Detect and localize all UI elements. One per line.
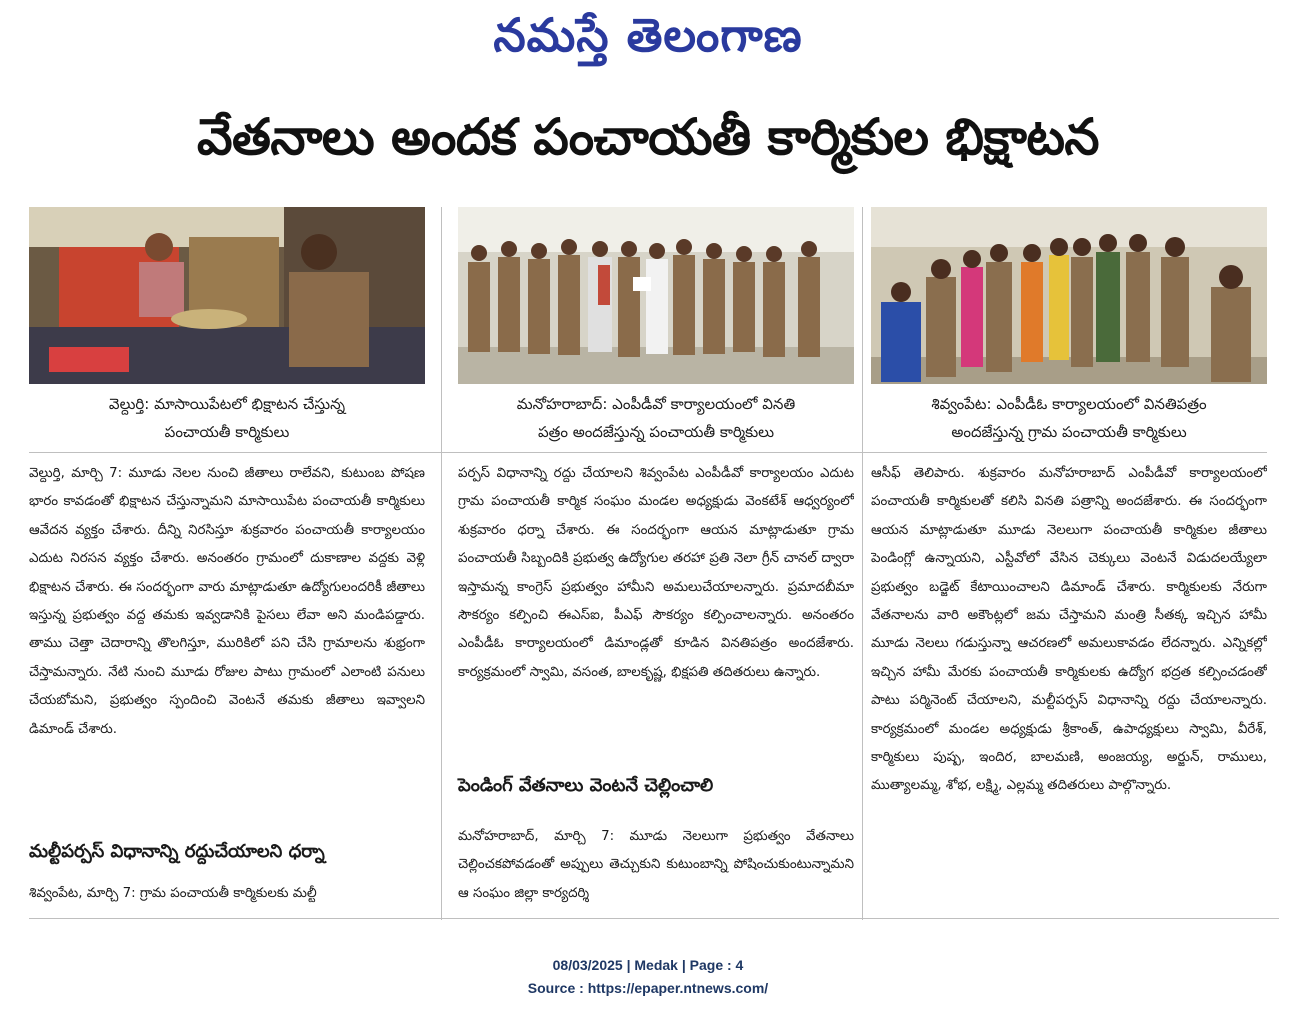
footer-date-edition: 08/03/2025 | Medak | Page : 4 (552, 957, 744, 973)
article-text: ఆసీఫ్ తెలిపారు. శుక్రవారం మనోహరాబాద్ ఎంపీడీవో కార్యాలయంలో పంచాయతీ కార్మికులతో కలిసి వినతి పత్రాన్ని అందజేశారు. ఈ సందర్భంగా ఆయన మాట్లాడుతూ మూడు నెలలుగా పంచాయతీ కార్మికుల జీతాలు పెండింగ్లో ఉన్నాయని, ఎస్టీవోలో వేసిన చెక్కులు వెంటనే విడుదలయ్యేలా ప్రభుత్వం బడ్జెట్ కేటాయించాలని డిమాండ్ చేశారు. కార్మికులకు నేరుగా వేతనాలను వారి అకౌంట్లలో జమ చేస్తామని మంత్రి సీతక్క ఇచ్చిన హామీ మూడు నెలలు గడుస్తున్నా ఆచరణలో అమలుకావడం లేదన్నారు. ఎన్నికల్లో ఇచ్చిన హామీ మేరకు పంచాయతీ కార్మికులకు ఉద్యోగ భద్రత కల్పించడంతో పాటు పర్మినెంట్ చేయాలని, మల్టీపర్పస్ విధానాన్ని రద్దు చేయాలన్నారు. కార్యక్రమంలో మండల అధ్యక్షుడు శ్రీకాంత్, ఉపాధ్యక్షులు స్వామి, వీరేశ్, కార్మికులు పుష్ప, ఇందిర, బాలమణి, అంజయ్య, అర్జున్, రాములు, ముత్యాలమ్మ, శోభ, లక్ష్మి, ఎల్లమ్మ తదితరులు పాల్గొన్నారు. (871, 466, 1267, 794)
photo-caption-2 (458, 390, 854, 446)
masthead-logo: నమస్తే తెలంగాణ (493, 8, 803, 62)
article-text-tail (29, 880, 425, 910)
caption-line: పత్రం అందజేస్తున్న పంచాయతీ కార్మికులు (537, 423, 775, 441)
caption-line: మనోహరాబాద్: ఎంపీడీవో కార్యాలయంలో వినతి (516, 395, 796, 413)
article-text-tail (458, 823, 854, 913)
article-text: మనోహరాబాద్, మార్చి 7: మూడు నెలలుగా ప్రభుత్వం వేతనాలు చెల్లించకపోవడంతో అప్పులు తెచ్చుకుని కుటుంబాన్ని పోషించుకుంటున్నామని ఆ సంఘం జిల్లా కార్యదర్శి (458, 829, 854, 901)
caption-line: వెల్దుర్తి: మాసాయిపేటలో భిక్షాటన చేస్తున్న (108, 395, 346, 413)
photo-memorandum-shivvampet (871, 207, 1267, 384)
divider (29, 452, 1267, 453)
caption-line: అందజేస్తున్న గ్రామ పంచాయతీ కార్మికులు (951, 423, 1187, 441)
subheading: పెండింగ్ వేతనాలు వెంటనే చెల్లించాలి (458, 775, 714, 796)
article-text: వెల్దుర్తి, మార్చి 7: మూడు నెలల నుంచి జీతాలు రాలేవని, కుటుంబ పోషణ భారం కావడంతో భిక్షాటన చేస్తున్నామని మాసాయిపేట పంచాయతీ కార్మికులు ఆవేదన వ్యక్తం చేశారు. దీన్ని నిరసిస్తూ శుక్రవారం పంచాయతీ కార్యాలయం ఎదుట నిరసన వ్యక్తం చేశారు. అనంతరం గ్రామంలో దుకాణాల వద్దకు వెళ్లి భిక్షాటన చేశారు. ఈ సందర్భంగా వారు మాట్లాడుతూ ఉద్యోగులందరికీ జీతాలు ఇస్తున్న ప్రభుత్వం వద్ద తమకు ఇవ్వడానికి పైసలు లేవా అని మండిపడ్డారు. తాము చెత్తా చెదారాన్ని తొలగిస్తూ, మురికిలో పని చేసి గ్రామాలను శుభ్రంగా చేస్తామన్నారు. నేటి నుంచి మూడు రోజుల పాటు గ్రామంలో ఎలాంటి పనులు చేయబోమని, ప్రభుత్వం స్పందించి వెంటనే తమకు జీతాలు ఇవ్వాలని డిమాండ్ చేశారు. (29, 466, 425, 737)
footer-source-link[interactable]: Source : https://epaper.ntnews.com/ (527, 980, 769, 996)
column-divider (441, 207, 442, 920)
photo-caption-1 (29, 390, 425, 446)
photo-shop-begging (29, 207, 425, 384)
column-divider (862, 207, 863, 920)
photo-memorandum-manoharabad (458, 207, 854, 384)
headline: వేతనాలు అందక పంచాయతీ కార్మికుల భిక్షాటన (196, 108, 1100, 166)
caption-line: శివ్వంపేట: ఎంపీడీఓ కార్యాలయంలో వినతిపత్రం (931, 395, 1207, 413)
article-column-1 (29, 460, 425, 830)
photo-caption-3 (871, 390, 1267, 446)
article-column-2 (458, 460, 854, 772)
caption-line: పంచాయతీ కార్మికులు (164, 423, 290, 441)
article-text: శివ్వంపేట, మార్చి 7: గ్రామ పంచాయతీ కార్మికులకు మల్టీ (29, 886, 317, 901)
subheading: మల్టీపర్పస్ విధానాన్ని రద్దుచేయాలని ధర్నా (29, 841, 325, 862)
article-text: పర్పస్ విధానాన్ని రద్దు చేయాలని శివ్వంపేట ఎంపీడీవో కార్యాలయం ఎదుట గ్రామ పంచాయతీ కార్మిక సంఘం మండల అధ్యక్షుడు వెంకటేశ్ ఆధ్వర్యంలో శుక్రవారం ధర్నా చేశారు. ఈ సందర్భంగా ఆయన మాట్లాడుతూ గ్రామ పంచాయతీ సిబ్బందికి ప్రభుత్వ ఉద్యోగుల తరహా ప్రతి నెలా గ్రీన్ చానల్ ద్వారా ఇస్తామన్న కాంగ్రెస్ ప్రభుత్వం హామీని అమలుచేయాలన్నారు. ప్రమాదబీమా సౌకర్యం కల్పించి ఈఎస్ఐ, పీఎఫ్ సౌకర్యం కల్పించాలన్నారు. అనంతరం ఎంపీడీఓ కార్యాలయంలో డిమాండ్లతో కూడిన వినతిపత్రం అందజేశారు. కార్యక్రమంలో స్వామి, వసంత, బాలకృష్ణ, భిక్షపతి తదితరులు ఉన్నారు. (458, 466, 854, 680)
divider (29, 918, 1279, 919)
article-column-3 (871, 460, 1267, 915)
